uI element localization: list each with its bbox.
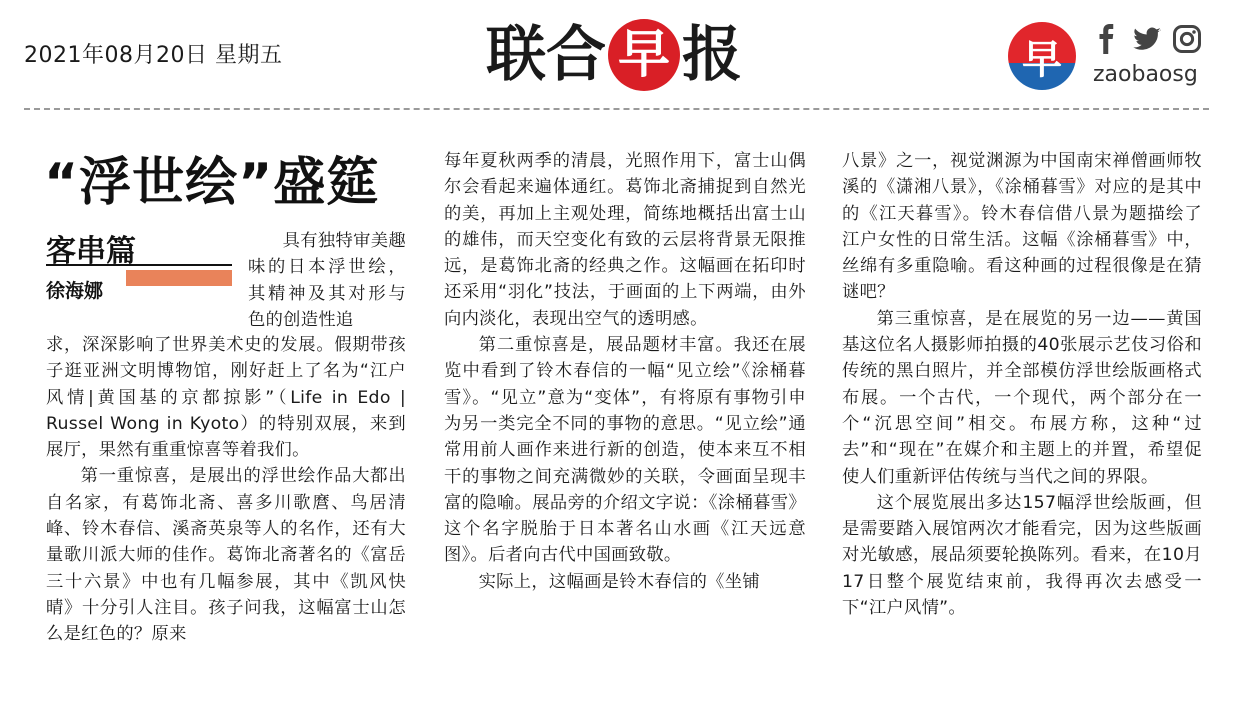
author-name: 徐海娜 xyxy=(46,280,104,302)
intro-paragraph: 具有独特审美趣味的日本浮世绘，其精神及其对形与色的创造性追 xyxy=(248,231,406,330)
paragraph: 每年夏秋两季的清晨，光照作用下，富士山偶尔会看起来遍体通红。葛饰北斋捕捉到自然光的美，再加上主观处理，简练地概括出富士山的雄伟，而天空变化有致的云层将背景无限推远，是葛饰北斋的经典之作。这幅画在拓印时还采用“羽化”技法，于画面的上下两端，由外向内淡化，表现出空气的透明感。 xyxy=(444,151,806,329)
paragraph: 八景》之一，视觉渊源为中国南宋禅僧画师牧溪的《潇湘八景》，《涂桶暮雪》对应的是其中的《江天暮雪》。铃木春信借八景为题描绘了江户女性的日常生活。这幅《涂桶暮雪》中，丝绵有多重隐喻。看这种画的过程很像是在猜谜吧？ xyxy=(842,151,1202,303)
column-name: 客串篇 xyxy=(46,234,136,269)
publication-date: 2021年08月20日 星期五 xyxy=(24,43,283,68)
social-handle: zaobaosg xyxy=(1093,62,1198,87)
masthead-logo xyxy=(486,18,742,92)
masthead-red-char: 早 xyxy=(608,19,680,91)
article-column-1 xyxy=(46,332,406,648)
article-headline: “浮世绘”盛筵 xyxy=(44,153,380,213)
article-column-3 xyxy=(842,148,1202,621)
column-rule xyxy=(46,264,232,266)
author-highlight-bar xyxy=(126,270,232,286)
social-icons xyxy=(1092,24,1202,54)
zaobao-logo-icon xyxy=(1008,22,1076,90)
facebook-icon[interactable] xyxy=(1092,24,1122,54)
header-divider xyxy=(24,108,1209,110)
masthead-text-right: 报 xyxy=(682,20,742,90)
paragraph: 这个展览展出多达157幅浮世绘版画，但是需要踏入展馆两次才能看完，因为这些版画对光敏感，展品须要轮换陈列。看来，在10月17日整个展览结束前，我得再次去感受一下“江户风情”。 xyxy=(842,492,1202,619)
paragraph: 求，深深影响了世界美术史的发展。假期带孩子逛亚洲文明博物馆，刚好赶上了名为“江户风情|黄国基的京都掠影”（Life in Edo | Russel Wong in Kyoto）的特别双展，来到展厅，果然有重重惊喜等着我们。 xyxy=(46,335,406,461)
paragraph: 第二重惊喜是，展品题材丰富。我还在展览中看到了铃木春信的一幅“见立绘”《涂桶暮雪》。“见立”意为“变体”，有将原有事物引申为另一类完全不同的事物的意思。“见立绘”通常用前人画作来进行新的创造，使本来互不相干的事物之间充满微妙的关联，令画面呈现丰富的隐喻。展品旁的介绍文字说：《涂桶暮雪》这个名字脱胎于日本著名山水画《江天远意图》。后者向古代中国画致敬。 xyxy=(444,335,806,566)
article-column-2 xyxy=(444,148,806,595)
masthead-text-left: 联合 xyxy=(486,20,606,90)
paragraph: 第一重惊喜，是展出的浮世绘作品大都出自名家，有葛饰北斋、喜多川歌麿、鸟居清峰、铃木春信、溪斋英泉等人的名作，还有大量歌川派大师的佳作。葛饰北斋著名的《富岳三十六景》中也有几幅参展，其中《凯风快晴》十分引人注目。孩子问我，这幅富士山怎么是红色的？原来 xyxy=(46,466,406,645)
paragraph: 实际上，这幅画是铃木春信的《坐铺 xyxy=(478,571,760,592)
article-intro xyxy=(248,228,406,333)
instagram-icon[interactable] xyxy=(1172,24,1202,54)
paragraph: 第三重惊喜，是在展览的另一边——黄国基这位名人摄影师拍摄的40张展示艺伎习俗和传统的黑白照片，并全部模仿浮世绘版画格式布展。一个古代，一个现代，两个部分在一个“沉思空间”相交。布展方称，这种“过去”和“现在”在媒介和主题上的并置，希望促使人们重新评估传统与当代之间的界限。 xyxy=(842,308,1202,487)
twitter-icon[interactable] xyxy=(1132,24,1162,54)
logo-char: 早 xyxy=(1022,35,1062,83)
